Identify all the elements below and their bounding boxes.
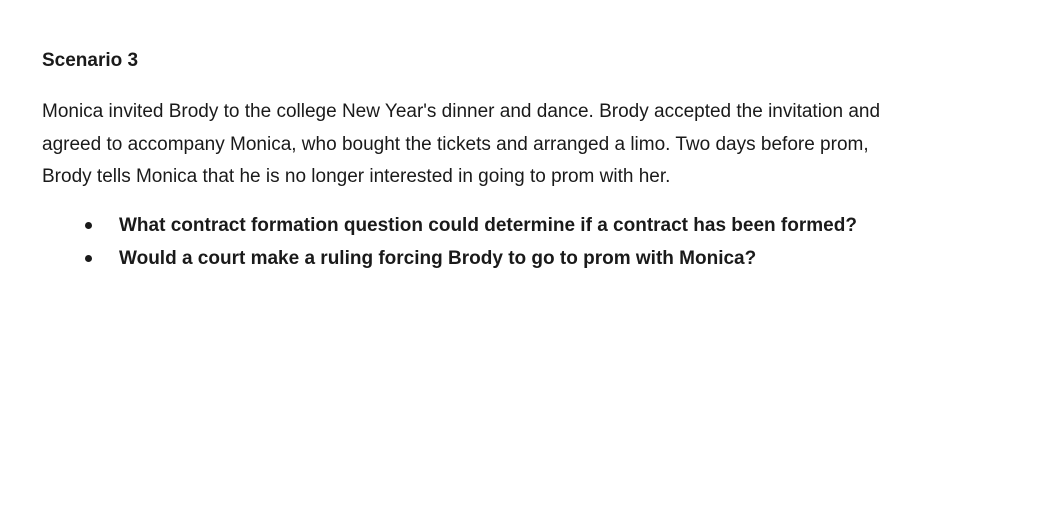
question-item [0, 243, 1044, 276]
question-text: What contract formation question could determine if a contract has been formed? [119, 215, 857, 236]
scenario-paragraph [42, 96, 1002, 194]
bullet-icon [85, 255, 92, 262]
question-text: Would a court make a ruling forcing Brody to go to prom with Monica? [119, 248, 757, 269]
question-list [0, 210, 1044, 276]
scenario-heading: Scenario 3 [42, 50, 139, 71]
paragraph-line: agreed to accompany Monica, who bought the tickets and arranged a limo. Two days before prom, [42, 133, 869, 155]
paragraph-line: Brody tells Monica that he is no longer interested in going to prom with her. [42, 166, 671, 187]
question-item [0, 210, 1044, 243]
bullet-icon [85, 222, 92, 229]
paragraph-line: Monica invited Brody to the college New Year's dinner and dance. Brody accepted the invitation and [42, 101, 881, 122]
